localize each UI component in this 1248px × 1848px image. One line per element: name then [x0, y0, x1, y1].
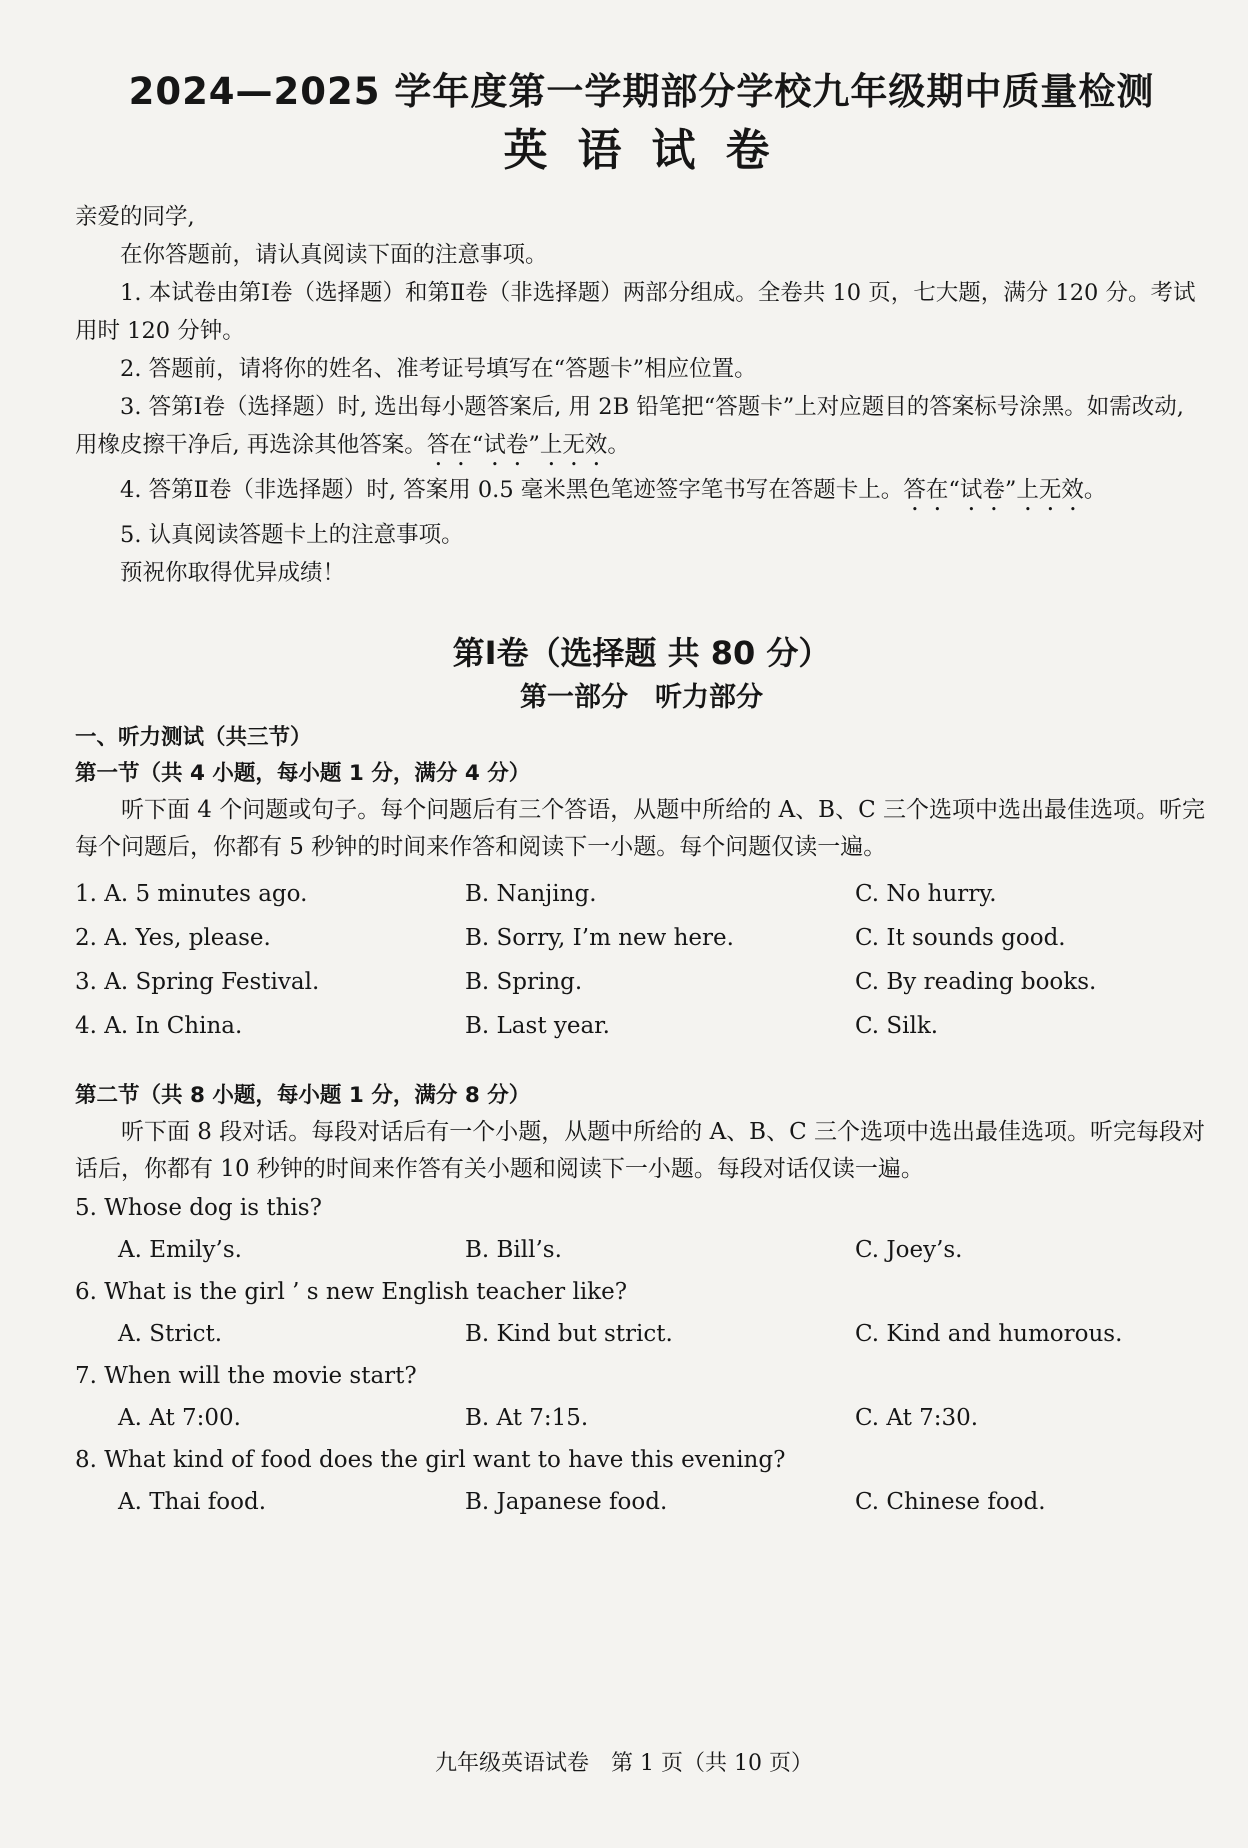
section1-heading: 第一节（共 4 小题，每小题 1 分，满分 4 分）	[75, 761, 531, 786]
notice-item-1: 1. 本试卷由第Ⅰ卷（选择题）和第Ⅱ卷（非选择题）两部分组成。全卷共 10 页，七大题，满分 120 分。考试用时 120 分钟。	[75, 280, 1196, 344]
exam-title: 2024—2025 学年度第一学期部分学校九年级期中质量检测	[128, 70, 1155, 113]
notice-item-4	[75, 471, 1208, 516]
option-a: A. Thai food.	[118, 1489, 267, 1515]
option-row	[75, 1228, 1208, 1272]
option-b: B. At 7:15.	[465, 1405, 589, 1431]
question-stem: 8. What kind of food does the girl want to have this evening?	[75, 1447, 786, 1473]
option-a: A. Strict.	[118, 1321, 223, 1347]
option-b: B. Bill’s.	[465, 1237, 562, 1263]
volume-title: 第Ⅰ卷（选择题 共 80 分）	[452, 634, 831, 672]
option-c: C. Kind and humorous.	[855, 1321, 1123, 1347]
option-b: B. Japanese food.	[465, 1489, 668, 1515]
option-a: 2. A. Yes, please.	[75, 925, 271, 951]
option-b: B. Sorry, I’m new here.	[465, 925, 734, 951]
section-main-heading: 一、听力测试（共三节）	[75, 725, 312, 750]
page-footer: 九年级英语试卷 第 1 页（共 10 页）	[435, 1751, 813, 1776]
option-c: C. By reading books.	[855, 969, 1097, 995]
question-row	[75, 1004, 1208, 1048]
notice-item-4-emphasis: 答在“试卷”上无效。	[903, 477, 1107, 503]
option-row	[75, 1312, 1208, 1356]
option-c: C. Chinese food.	[855, 1489, 1046, 1515]
option-c: C. Silk.	[855, 1013, 939, 1039]
section2-heading: 第二节（共 8 小题，每小题 1 分，满分 8 分）	[75, 1083, 531, 1108]
option-b: B. Nanjing.	[465, 881, 597, 907]
option-row	[75, 1396, 1208, 1440]
option-c: C. Joey’s.	[855, 1237, 963, 1263]
option-c: C. At 7:30.	[855, 1405, 979, 1431]
question-row	[75, 916, 1208, 960]
section2-instructions: 听下面 8 段对话。每段对话后有一个小题，从题中所给的 A、B、C 三个选项中选出最佳选项。听完每段对话后，你都有 10 秒钟的时间来作答有关小题和阅读下一小题。每段对话仅读一遍。	[75, 1119, 1205, 1182]
question-stem: 7. When will the movie start?	[75, 1363, 417, 1389]
section2-question-list	[75, 1188, 1208, 1524]
question-row	[75, 872, 1208, 916]
option-a: 4. A. In China.	[75, 1013, 243, 1039]
notice-item-5: 5. 认真阅读答题卡上的注意事项。	[120, 522, 464, 548]
notice-closing: 预祝你取得优异成绩！	[120, 560, 346, 586]
notice-intro: 在你答题前，请认真阅读下面的注意事项。	[120, 242, 548, 268]
notice-block	[75, 198, 1208, 592]
subject-title: 英语试卷	[503, 125, 800, 176]
part-title: 第一部分 听力部分	[520, 682, 763, 713]
option-c: C. It sounds good.	[855, 925, 1066, 951]
option-a: A. At 7:00.	[118, 1405, 241, 1431]
notice-greeting: 亲爱的同学,	[75, 204, 195, 230]
option-c: C. No hurry.	[855, 881, 997, 907]
option-a: 1. A. 5 minutes ago.	[75, 881, 308, 907]
option-b: B. Last year.	[465, 1013, 610, 1039]
question-row	[75, 960, 1208, 1004]
option-a: 3. A. Spring Festival.	[75, 969, 320, 995]
notice-item-4-text: 4. 答第Ⅱ卷（非选择题）时, 答案用 0.5 毫米黑色笔迹签字笔书写在答题卡上。	[120, 477, 904, 503]
section1-question-list	[75, 872, 1208, 1048]
option-b: B. Kind but strict.	[465, 1321, 673, 1347]
notice-item-3-emphasis: 答在“试卷”上无效。	[426, 432, 630, 458]
question-stem: 5. Whose dog is this?	[75, 1195, 322, 1221]
option-row	[75, 1480, 1208, 1524]
question-stem: 6. What is the girl ’ s new English teacher like?	[75, 1279, 628, 1305]
notice-item-3-text: 3. 答第Ⅰ卷（选择题）时, 选出每小题答案后, 用 2B 铅笔把“答题卡”上对应题目的答案标号涂黑。如需改动, 用橡皮擦干净后, 再选涂其他答案。	[75, 394, 1184, 458]
section1-instructions: 听下面 4 个问题或句子。每个问题后有三个答语，从题中所给的 A、B、C 三个选项中选出最佳选项。听完每个问题后，你都有 5 秒钟的时间来作答和阅读下一小题。每个问题仅读一遍。	[75, 797, 1205, 860]
notice-item-2: 2. 答题前，请将你的姓名、准考证号填写在“答题卡”相应位置。	[120, 356, 757, 382]
option-a: A. Emily’s.	[118, 1237, 242, 1263]
notice-item-3	[75, 388, 1208, 471]
option-b: B. Spring.	[465, 969, 583, 995]
